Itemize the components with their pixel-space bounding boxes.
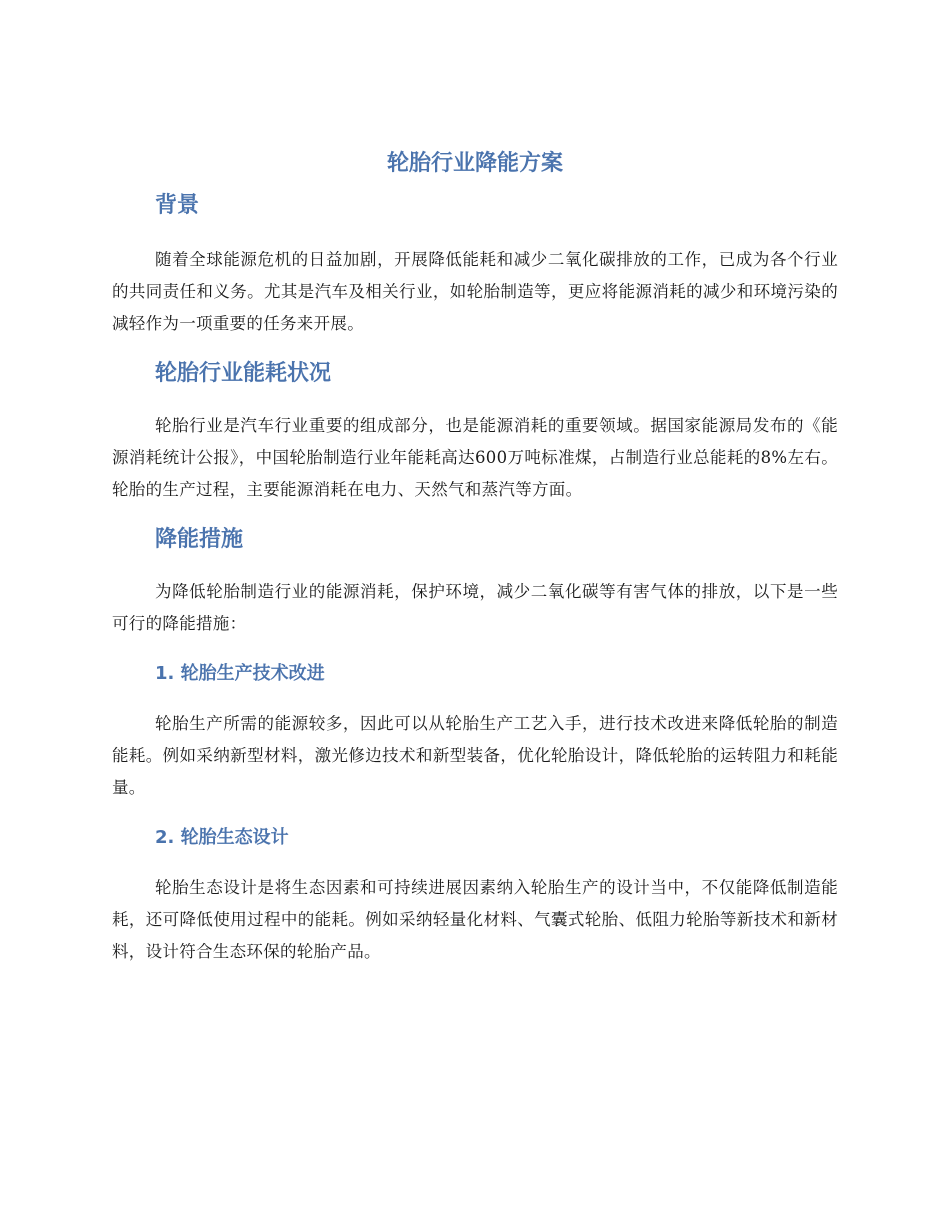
document-title: 轮胎行业降能方案: [386, 151, 563, 176]
section-paragraph-energy-status: 轮胎行业是汽车行业重要的组成部分，也是能源消耗的重要领域。据国家能源局发布的《能源消耗统计公报》，中国轮胎制造行业年能耗高达600万吨标准煤，占制造行业总能耗的8%左右。轮胎的生产过程，主要能源消耗在电力、天然气和蒸汽等方面。: [112, 416, 838, 499]
section-heading-measures: 降能措施: [155, 527, 244, 552]
subsection-paragraph-eco-design: 轮胎生态设计是将生态因素和可持续进展因素纳入轮胎生产的设计当中，不仅能降低制造能耗，还可降低使用过程中的能耗。例如采纳轻量化材料、气囊式轮胎、低阻力轮胎等新技术和新材料，设计符合生态环保的轮胎产品。: [112, 878, 838, 961]
subsection-heading-eco-design: 2. 轮胎生态设计: [155, 827, 289, 848]
section-heading-background: 背景: [155, 193, 200, 218]
section-heading-energy-status: 轮胎行业能耗状况: [155, 361, 332, 386]
subsection-heading-tech-improvement: 1. 轮胎生产技术改进: [155, 663, 325, 684]
document-body: [112, 190, 838, 968]
subsection-paragraph-tech-improvement: 轮胎生产所需的能源较多，因此可以从轮胎生产工艺入手，进行技术改进来降低轮胎的制造能耗。例如采纳新型材料，激光修边技术和新型装备，优化轮胎设计，降低轮胎的运转阻力和耗能量。: [112, 714, 838, 797]
section-paragraph-background: 随着全球能源危机的日益加剧，开展降低能耗和减少二氧化碳排放的工作，已成为各个行业的共同责任和义务。尤其是汽车及相关行业，如轮胎制造等，更应将能源消耗的减少和环境污染的减轻作为一项重要的任务来开展。: [112, 250, 838, 333]
section-paragraph-measures: 为降低轮胎制造行业的能源消耗，保护环境，减少二氧化碳等有害气体的排放，以下是一些可行的降能措施：: [112, 582, 838, 633]
